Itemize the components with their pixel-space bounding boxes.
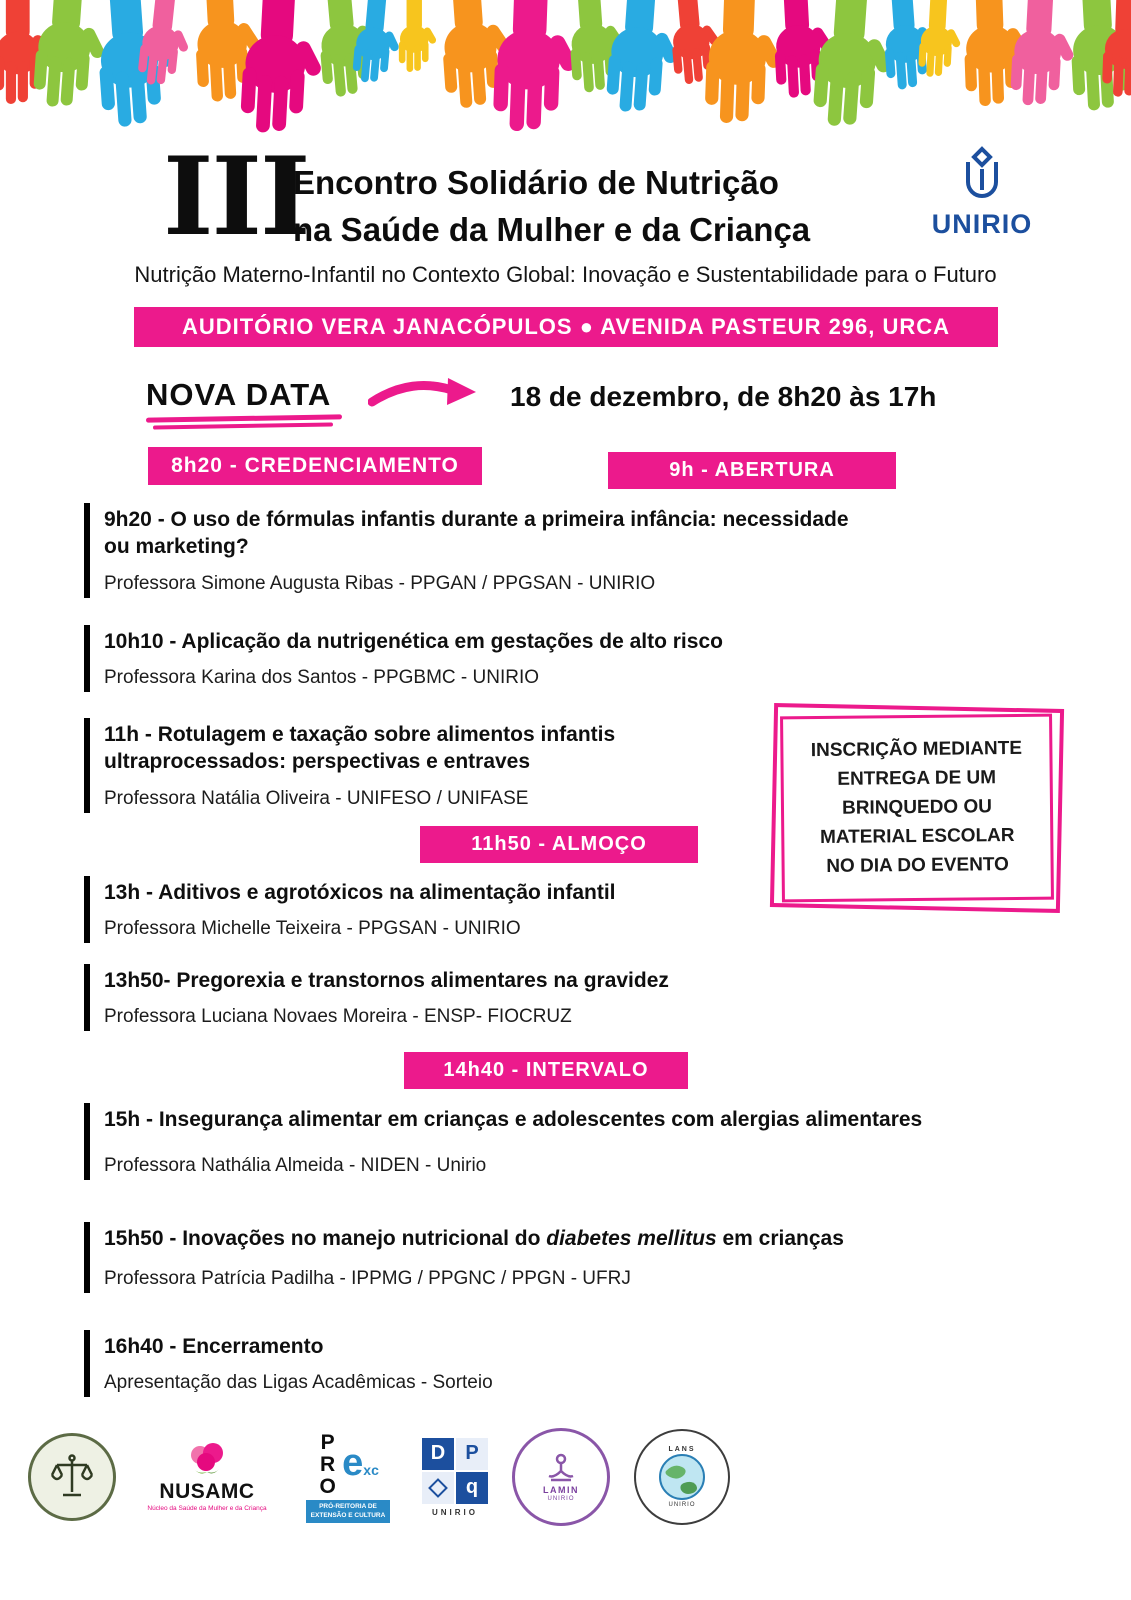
schedule-item [84, 718, 724, 813]
nusamc-logo [140, 1442, 274, 1512]
session-title: 16h40 - Encerramento [104, 1335, 324, 1358]
session-speaker: Professora Simone Augusta Ribas - PPGAN / PPGSAN - UNIRIO [104, 572, 656, 594]
proexc-caption: PRÓ-REITORIA DE EXTENSÃO E CULTURA [306, 1500, 391, 1524]
escola-nutricao-logo [28, 1433, 116, 1521]
flower-icon [185, 1442, 229, 1478]
underline-stroke [146, 414, 342, 422]
inscription-note-text [780, 714, 1054, 903]
schedule-item [84, 625, 723, 692]
badge-almoco: 11h50 - ALMOÇO [420, 826, 698, 863]
badge-intervalo: 14h40 - INTERVALO [404, 1052, 688, 1089]
event-title-line1: Encontro Solidário de Nutrição [293, 164, 779, 201]
pro-letters: PRO [316, 1430, 340, 1497]
diamond-icon [428, 1478, 448, 1498]
dpq-letter-q: q [456, 1472, 488, 1504]
session-speaker: Professora Michelle Teixeira - PPGSAN - UNIRIO [104, 918, 521, 940]
schedule-item [84, 1222, 844, 1293]
session-speaker: Professora Natália Oliveira - UNIFESO / UNIFASE [104, 787, 529, 809]
event-title [293, 160, 810, 254]
proexc-logo [298, 1431, 398, 1524]
session-title: 11h - Rotulagem e taxação sobre alimentos infantis ultraprocessados: perspectivas e entraves [104, 723, 616, 774]
unirio-emblem-icon [950, 146, 1014, 202]
inscription-line: NO DIA DO EVENTO [826, 854, 1010, 877]
arrow-icon [368, 370, 480, 416]
dpq-grid [422, 1438, 488, 1504]
dpq-letter-d: D [422, 1438, 454, 1470]
session-title: 15h - Insegurança alimentar em crianças e adolescentes com alergias alimentares [104, 1108, 923, 1131]
proexc-mark [317, 1431, 379, 1497]
meditation-icon [544, 1453, 578, 1483]
session-speaker: Professora Karina dos Santos - PPGBMC - UNIRIO [104, 667, 540, 689]
inscription-line: ENTREGA DE UM [837, 767, 997, 790]
event-date: 18 de dezembro, de 8h20 às 17h [510, 381, 937, 412]
venue-banner: AUDITÓRIO VERA JANACÓPULOS ● AVENIDA PASTEUR 296, URCA [134, 307, 998, 347]
lans-wordmark: LANS [668, 1446, 696, 1453]
inscription-line: BRINQUEDO OU [841, 796, 993, 819]
inscription-line: MATERIAL ESCOLAR [819, 824, 1015, 849]
lans-org: UNIRIO [668, 1502, 696, 1508]
unirio-logo [906, 146, 1058, 240]
session-title: 15h50 - Inovações no manejo nutricional do diabetes mellitus em crianças [104, 1227, 844, 1250]
globe-icon [658, 1453, 706, 1501]
schedule-item [84, 876, 616, 943]
event-subtitle: Nutrição Materno-Infantil no Contexto Global: Inovação e Sustentabilidade para o Futuro [134, 262, 997, 287]
scales-icon [51, 1454, 93, 1500]
session-speaker: Professora Luciana Novaes Moreira - ENSP- FIOCRUZ [104, 1006, 572, 1028]
lamin-logo [512, 1428, 610, 1526]
session-title: 13h - Aditivos e agrotóxicos na alimentação infantil [104, 881, 616, 904]
nusamc-wordmark: NUSAMC [159, 1480, 255, 1503]
exc-letters: exc [342, 1442, 379, 1485]
inscription-line: INSCRIÇÃO MEDIANTE [810, 737, 1023, 762]
session-speaker: Apresentação das Ligas Acadêmicas - Sorteio [104, 1372, 493, 1394]
inscription-note-box [770, 703, 1064, 913]
schedule-item [84, 964, 669, 1031]
edition-numeral: III [163, 134, 309, 260]
unirio-wordmark: UNIRIO [931, 209, 1033, 239]
nusamc-caption: Núcleo da Saúde da Mulher e da Criança [147, 1505, 267, 1512]
session-title: 10h10 - Aplicação da nutrigenética em gestações de alto risco [104, 630, 723, 653]
schedule-item [84, 503, 864, 598]
lamin-wordmark: LAMIN [543, 1484, 579, 1495]
schedule-item [84, 1103, 922, 1180]
partner-logos [28, 1428, 730, 1526]
session-title: 9h20 - O uso de fórmulas infantis durante a primeira infância: necessidade ou marketing? [104, 508, 849, 559]
schedule-item [84, 1330, 493, 1397]
dpq-logo [422, 1438, 488, 1517]
underline-stroke [153, 422, 333, 429]
dpq-caption: UNIRIO [432, 1507, 478, 1517]
lans-logo [634, 1429, 730, 1525]
badge-abertura: 9h - ABERTURA [608, 452, 896, 489]
session-speaker: Professora Patrícia Padilha - IPPMG / PPGNC / PPGN - UFRJ [104, 1268, 631, 1290]
new-date-label: NOVA DATA [146, 377, 332, 412]
badge-credenciamento: 8h20 - CREDENCIAMENTO [148, 447, 482, 485]
session-speaker: Professora Nathália Almeida - NIDEN - Unirio [104, 1155, 487, 1177]
lamin-org: UNIRIO [547, 1495, 575, 1502]
session-title: 13h50- Pregorexia e transtornos alimentares na gravidez [104, 969, 669, 992]
dpq-mini-emblem [422, 1472, 454, 1504]
event-title-line2: na Saúde da Mulher e da Criança [293, 210, 811, 248]
dpq-letter-p: P [456, 1438, 488, 1470]
